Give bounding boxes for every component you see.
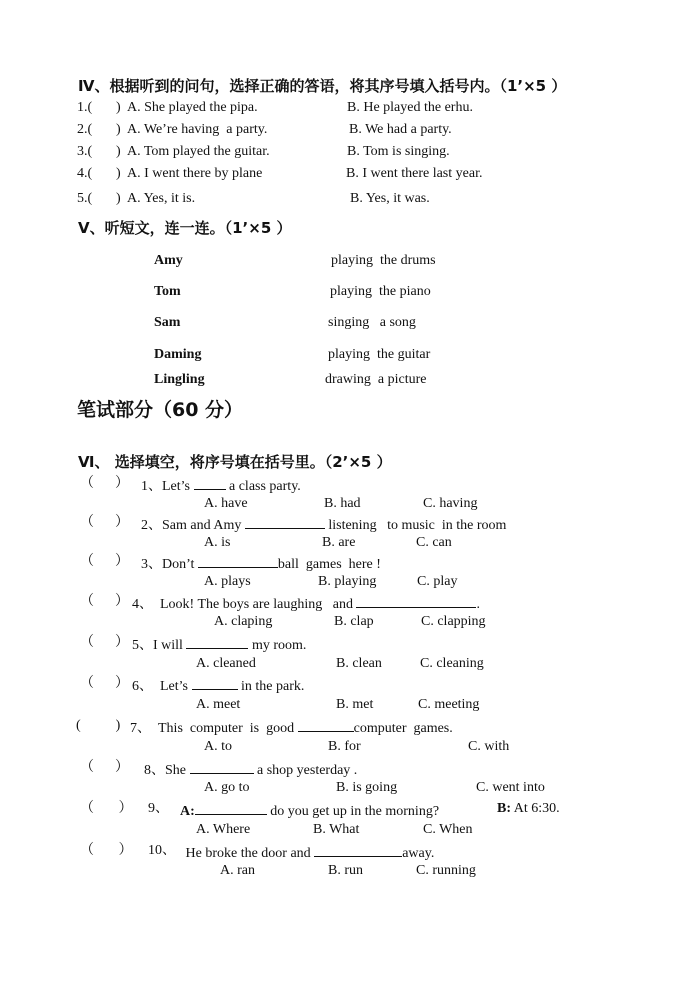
match-activity: playing the drums [331, 253, 436, 268]
answer-blank[interactable] [314, 844, 402, 857]
answer-paren: ( ) [76, 718, 121, 733]
item-paren-close: ) [116, 166, 121, 181]
answer-hint: B: At 6:30. [497, 801, 560, 816]
answer-paren: （ ） [80, 843, 133, 858]
option-b: B. He played the erhu. [347, 100, 473, 115]
question-stem: 4、 Look! The boys are laughing and . [132, 597, 480, 612]
item-number: 4.( [77, 166, 93, 181]
option-c: C. cleaning [420, 656, 484, 671]
match-name: Sam [154, 315, 181, 330]
option-c: C. running [416, 863, 476, 878]
option-b: B. What [313, 822, 360, 837]
answer-paren: （ ） [80, 801, 133, 816]
option-a: A. go to [204, 780, 250, 795]
question-stem: 7、 This computer is good computer games. [130, 721, 453, 736]
item-paren-close: ) [116, 144, 121, 159]
answer-paren: （ ） [80, 476, 129, 491]
option-a: A. Yes, it is. [127, 191, 196, 206]
option-a: A. claping [214, 614, 273, 629]
item-number: 3.( [77, 144, 93, 159]
question-stem: 3、Don’t ball games here ! [141, 557, 381, 572]
option-b: B. for [328, 739, 361, 754]
answer-paren: （ ） [80, 676, 129, 691]
answer-blank[interactable] [298, 719, 354, 732]
written-section-title: 笔试部分（60 分） [77, 399, 244, 421]
option-b: B. Yes, it was. [350, 191, 430, 206]
answer-blank[interactable] [194, 477, 226, 490]
match-activity: singing a song [328, 315, 416, 330]
item-paren-close: ) [116, 100, 121, 115]
answer-paren: （ ） [80, 554, 129, 569]
option-b: B. clean [336, 656, 382, 671]
option-a: A. She played the pipa. [127, 100, 258, 115]
question-stem: He broke the door and away. [182, 846, 435, 861]
option-a: A. plays [204, 574, 251, 589]
section6-heading: Ⅵ、 选择填空，将序号填在括号里。（2’×5 ） [78, 453, 392, 471]
match-name: Lingling [154, 372, 205, 387]
option-a: A. Tom played the guitar. [127, 144, 270, 159]
item-paren-close: ) [116, 191, 121, 206]
option-c: C. with [468, 739, 510, 754]
option-c: C. having [423, 496, 478, 511]
option-a: A. I went there by plane [127, 166, 263, 181]
question-stem: 8、She a shop yesterday . [144, 763, 358, 778]
option-a: A. meet [196, 697, 241, 712]
option-a: A. is [204, 535, 231, 550]
match-name: Daming [154, 347, 202, 362]
option-a: A. Where [196, 822, 251, 837]
option-b: B. had [324, 496, 361, 511]
answer-blank[interactable] [192, 677, 238, 690]
section4-heading: Ⅳ、根据听到的问句，选择正确的答语，将其序号填入括号内。（1’×5 ） [78, 77, 567, 95]
option-b: B. run [328, 863, 363, 878]
question-number: 10、 [148, 843, 176, 858]
match-activity: playing the piano [330, 284, 431, 299]
item-number: 1.( [77, 100, 93, 115]
question-stem: 6、 Let’s in the park. [132, 679, 305, 694]
option-a: A. ran [220, 863, 255, 878]
option-b: B. Tom is singing. [347, 144, 450, 159]
question-stem: 2、Sam and Amy listening to music in the room [141, 518, 507, 533]
option-a: A. cleaned [196, 656, 256, 671]
question-stem: 1、Let’s a class party. [141, 479, 301, 494]
match-activity: drawing a picture [325, 372, 427, 387]
option-c: C. went into [476, 780, 545, 795]
question-stem: 5、I will my room. [132, 638, 307, 653]
answer-blank[interactable] [245, 516, 325, 529]
answer-blank[interactable] [195, 802, 267, 815]
answer-blank[interactable] [356, 595, 476, 608]
item-paren-close: ) [116, 122, 121, 137]
answer-paren: （ ） [80, 515, 129, 530]
option-c: C. clapping [421, 614, 486, 629]
option-c: C. meeting [418, 697, 480, 712]
answer-paren: （ ） [80, 760, 129, 775]
answer-blank[interactable] [190, 761, 254, 774]
question-number: 9、 [148, 801, 169, 816]
item-number: 5.( [77, 191, 93, 206]
option-b: B. met [336, 697, 374, 712]
option-a: A. We’re having a party. [127, 122, 268, 137]
option-a: A. have [204, 496, 248, 511]
option-b: B. is going [336, 780, 398, 795]
option-b: B. I went there last year. [346, 166, 483, 181]
answer-paren: （ ） [80, 635, 129, 650]
answer-blank[interactable] [186, 636, 248, 649]
match-name: Amy [154, 253, 183, 268]
question-stem: A: do you get up in the morning? [180, 804, 440, 819]
match-activity: playing the guitar [328, 347, 431, 362]
section5-heading: Ⅴ、听短文，连一连。（1’×5 ） [78, 219, 292, 237]
option-c: C. can [416, 535, 452, 550]
option-c: C. play [417, 574, 458, 589]
option-b: B. playing [318, 574, 377, 589]
option-b: B. clap [334, 614, 374, 629]
option-b: B. are [322, 535, 356, 550]
answer-paren: （ ） [80, 594, 129, 609]
option-b: B. We had a party. [349, 122, 452, 137]
item-number: 2.( [77, 122, 93, 137]
answer-blank[interactable] [198, 555, 278, 568]
match-name: Tom [154, 284, 181, 299]
option-a: A. to [204, 739, 232, 754]
option-c: C. When [423, 822, 473, 837]
